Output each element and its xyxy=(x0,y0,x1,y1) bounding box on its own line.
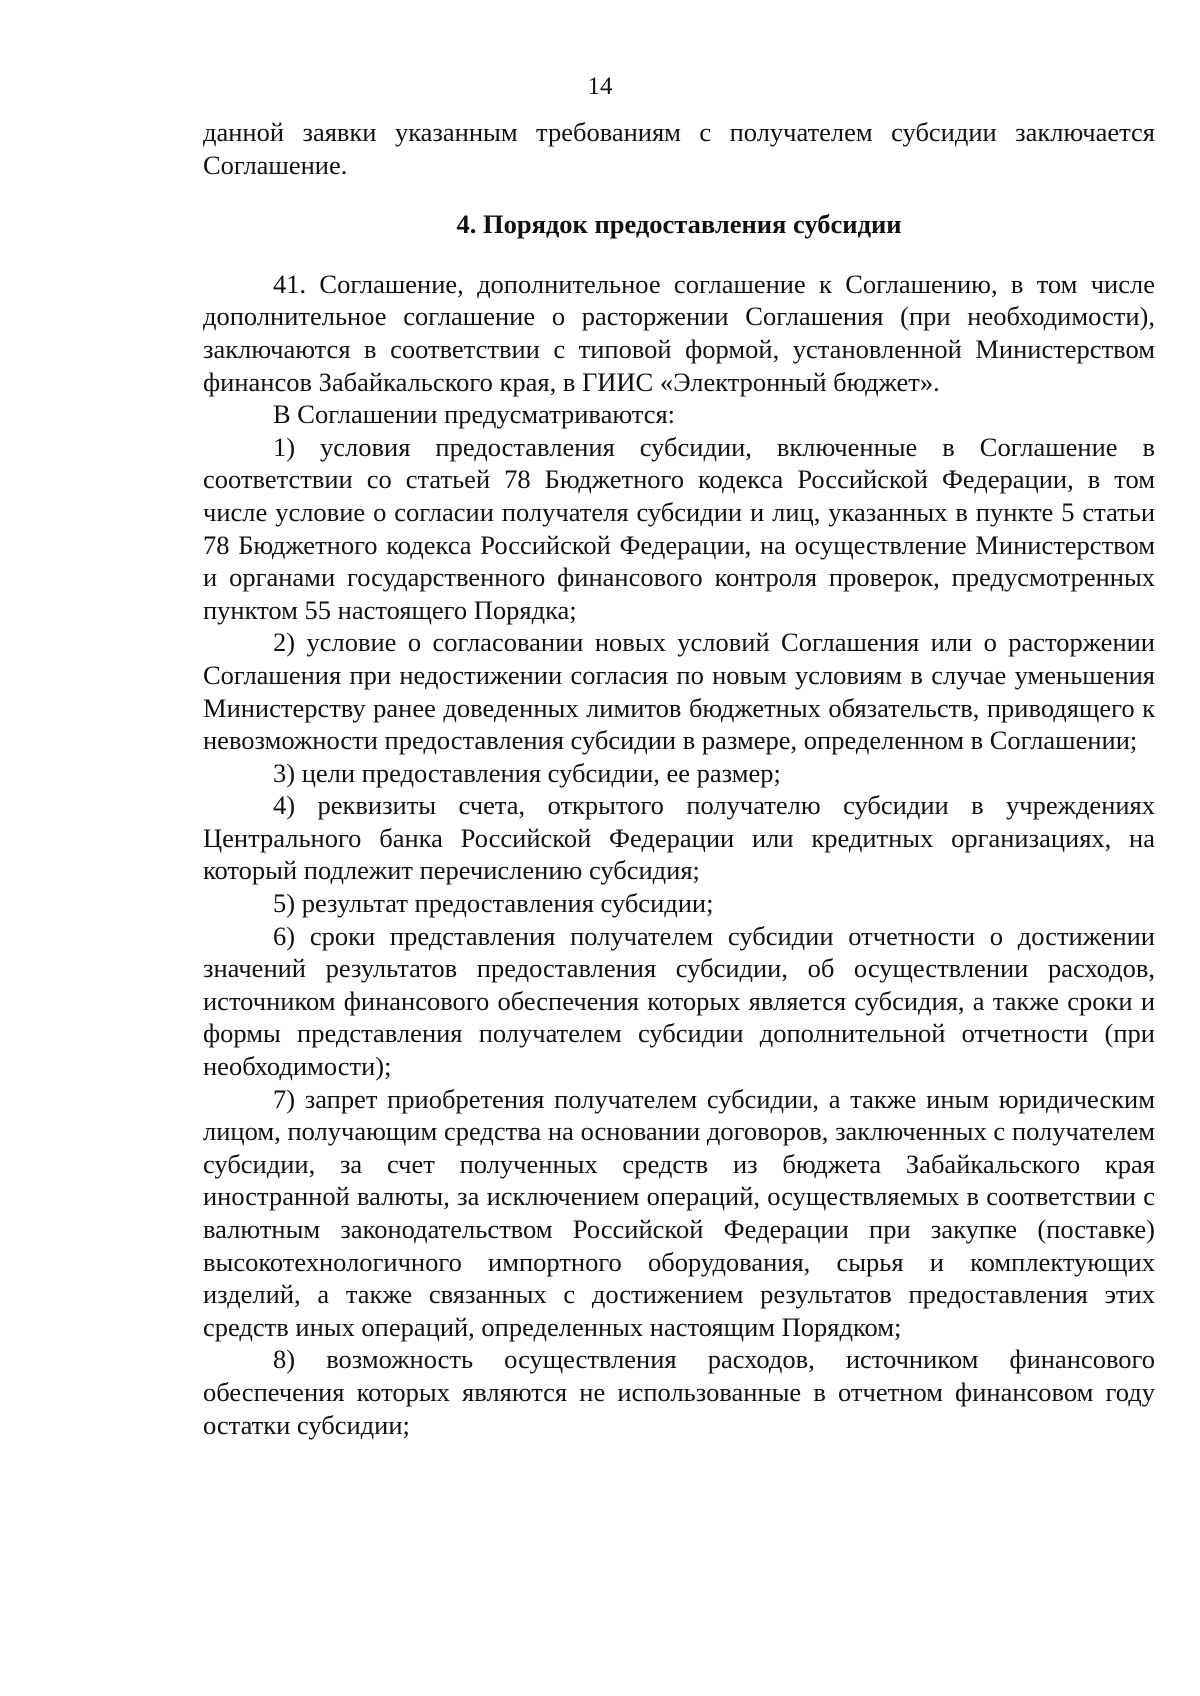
list-item-5: 5) результат предоставления субсидии; xyxy=(273,888,714,919)
list-item-2: 2) условие о согласовании новых условий Соглашения или о расторжении Соглашения при недостижении согласия по новым условиям в случае уменьшения Министерству ранее доведенных лимитов бюджетных обязательств, приводящего к невозможности предоставления субсидии в размере, определенном в Соглашении; xyxy=(203,627,1155,756)
page-number: 14 xyxy=(587,73,613,100)
list-item-8: 8) возможность осуществления расходов, источником финансового обеспечения которых являются не использованные в отчетном финансовом году остатки субсидии; xyxy=(203,1344,1155,1440)
paragraph-continuation: данной заявки указанным требованиям с получателем субсидии заключается Соглашение. xyxy=(203,117,1155,180)
document-body xyxy=(203,116,1155,1441)
paragraph-41: 41. Соглашение, дополнительное соглашение к Соглашению, в том числе дополнительное соглашение о расторжении Соглашения (при необходимости), заключаются в соответствии с типовой формой, установленной Министерством финансов Забайкальского края, в ГИИС «Электронный бюджет». xyxy=(203,268,1155,397)
list-item-7: 7) запрет приобретения получателем субсидии, а также иным юридическим лицом, получающим средства на основании договоров, заключенных с получателем субсидии, за счет полученных средств из бюджета Забайкальского края иностранной валюты, за исключением операций, осуществляемых в соответствии с валютным законодательством Российской Федерации при закупке (поставке) высокотехнологичного импортного оборудования, сырья и комплектующих изделий, а также связанных с достижением результатов предоставления этих средств иных операций, определенных настоящим Порядком; xyxy=(203,1083,1155,1342)
list-item-4: 4) реквизиты счета, открытого получателю субсидии в учреждениях Центрального банка Российской Федерации или кредитных организациях, на который подлежит перечислению субсидия; xyxy=(203,790,1155,886)
section-heading: 4. Порядок предоставления субсидии xyxy=(456,209,902,240)
list-item-3: 3) цели предоставления субсидии, ее размер; xyxy=(273,757,781,788)
list-item-1: 1) условия предоставления субсидии, включенные в Соглашение в соответствии со статьей 78 Бюджетного кодекса Российской Федерации, в том числе условие о согласии получателя субсидии и лиц, указанных в пункте 5 статьи 78 Бюджетного кодекса Российской Федерации, на осуществление Министерством и органами государственного финансового контроля проверок, предусмотренных пунктом 55 настоящего Порядка; xyxy=(203,431,1155,625)
paragraph-intro: В Соглашении предусматриваются: xyxy=(273,399,676,430)
list-item-6: 6) сроки представления получателем субсидии отчетности о достижении значений результатов предоставления субсидии, об осуществлении расходов, источником финансового обеспечения которых является субсидия, а также сроки и формы представления получателем субсидии дополнительной отчетности (при необходимости); xyxy=(203,920,1155,1082)
